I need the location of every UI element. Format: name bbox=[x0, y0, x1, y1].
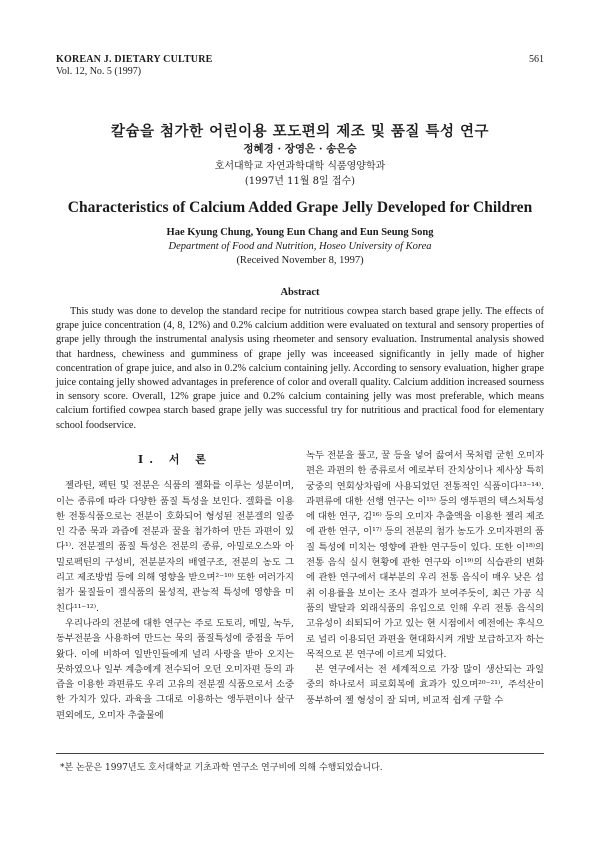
right-column bbox=[306, 448, 544, 708]
intro-paragraph: 젤라틴, 펙틴 및 전분은 식품의 젤화를 이루는 성분이며, 이는 종류에 따라 다양한 품질 특성을 보인다. 겔화를 이용한 전통식품으로는 전분이 호화되어 형성된 전분겔의 일종인 각종 묵과 과즙에 전분과 꿀을 첨가하여 만든 과편이 있다¹⁾. 전분겔의 품질 특성은 전분의 종류, 아밀로오스와 아밀로펙틴의 구성비, 전분분자의 배열구조, 전분의 농도 그리고 제조방법 등에 의해 영향을 받으며²⁻¹⁰⁾ 또한 여러가지 첨가 물질들이 겔식품의 물성적, 관능적 특성에 영향을 미친다¹¹⁻¹²⁾. bbox=[56, 480, 294, 614]
footnote-divider bbox=[56, 753, 544, 754]
journal-header bbox=[56, 54, 213, 78]
page-number: 561 bbox=[529, 54, 544, 65]
funding-footnote: *본 논문은 1997년도 호서대학교 기초과학 연구소 연구비에 의해 수행되었습니다. bbox=[60, 763, 383, 773]
abstract-heading: Abstract bbox=[280, 287, 320, 298]
intro-paragraph: 녹두 전분을 풀고, 꿀 등을 넣어 끓여서 묵처럼 굳힌 오미자편은 과편의 한 종류로서 예로부터 잔치상이나 제사상 특히 궁중의 연회상차림에 사용되었던 전통적인 식품이다¹³⁻¹⁴⁾. 과편류에 대한 선행 연구는 이¹⁵⁾ 등의 앵두편의 텍스처특성에 대한 연구, 김¹⁶⁾ 등의 오미자 추출액을 이용한 젤리 제조에 관한 연구, 이¹⁷⁾ 등의 전분의 첨가 농도가 오미자편의 품질 특성에 미치는 영향에 관한 연구등이 있다. 또한 이¹⁸⁾의 전통 음식 실시 현황에 관한 연구와 이¹⁹⁾의 식습관의 변화에 관한 연구에서 대부분의 우리 전통 음식이 매우 낮은 섭취 이용률을 보이는 조사 결과가 보여주듯이, 최근 가공 식품의 발달과 외래식품의 유입으로 인해 우리 전통 음식의 고유성이 쇠퇴되어 가고 있는 현 시점에서 예전에는 후식으로 널리 이용되던 과편을 현대화시켜 개발 보급하고자 하는 목적으로 본 연구에 이르게 되었다. bbox=[306, 450, 544, 660]
english-affiliation: Department of Food and Nutrition, Hoseo University of Korea bbox=[168, 241, 432, 252]
volume-info: Vol. 12, No. 5 (1997) bbox=[56, 66, 142, 77]
english-received-date: (Received November 8, 1997) bbox=[236, 255, 364, 266]
journal-name: KOREAN J. DIETARY CULTURE bbox=[56, 54, 213, 65]
english-authors: Hae Kyung Chung, Young Eun Chang and Eun Seung Song bbox=[166, 227, 434, 238]
korean-affiliation: 호서대학교 자연과학대학 식품영양학과 bbox=[214, 161, 386, 172]
intro-paragraph: 본 연구에서는 전 세계적으로 가장 많이 생산되는 과일 중의 하나로서 피로회복에 효과가 있으며²⁰⁻²¹⁾, 주석산이 풍부하여 젤 형성이 잘 되며, 비교적 쉽게 구할 수 bbox=[306, 664, 544, 706]
intro-paragraph: 우리나라의 전분에 대한 연구는 주로 도토리, 메밀, 녹두, 동부전분을 사용하여 만드는 묵의 품질특성에 중점을 두어 왔다. 이에 비하여 일반인들에게 널리 사랑을 받아 오지는 못하였으나 일부 계층에게 전수되어 오던 오미자편 등의 과즙을 이용한 과편류도 우리 고유의 전분겔 식품으로서 소중한 가치가 있다. 과육을 그대로 이용하는 앵두편이나 살구편외에도, 오미자 추출물에 bbox=[56, 617, 294, 721]
english-title: Characteristics of Calcium Added Grape Jelly Developed for Children bbox=[67, 199, 533, 216]
abstract-body: This study was done to develop the standard recipe for nutritious cowpea starch based grape jelly. The effects of grape juice concentration (4, 8, 12%) and 0.2% calcium addition were evaluated on textural and sensory properties of grape jelly through the instrumental analysis using rheometer and sensory evaluation. Instrumental analysis showed that hardness, chewiness and gumminess of grape jelly was inceeased significantly in jelly made of higher concentration of grape juice, and also in 0.2% calcium containing jelly. According to sensory evaluation, higher grape juice containg jelly showed advantages in preference of color and overall quality. Calcium addition increased sourness in sensory score. Overall, 12% grape juice and 0.2% calcium containing jelly was most preferable, which means calcium fortified cowpea starch based grape jelly was successful try for nutritious and practical food for elementary school foodservice. bbox=[56, 306, 544, 431]
korean-authors: 정혜경 · 장영은 · 송은승 bbox=[243, 143, 357, 155]
left-column bbox=[56, 452, 294, 723]
section-heading-introduction: I. 서 론 bbox=[138, 453, 212, 466]
korean-received-date: (1997년 11월 8일 접수) bbox=[244, 176, 356, 187]
korean-title: 칼슘을 첨가한 어린이용 포도편의 제조 및 품질 특성 연구 bbox=[110, 123, 490, 140]
